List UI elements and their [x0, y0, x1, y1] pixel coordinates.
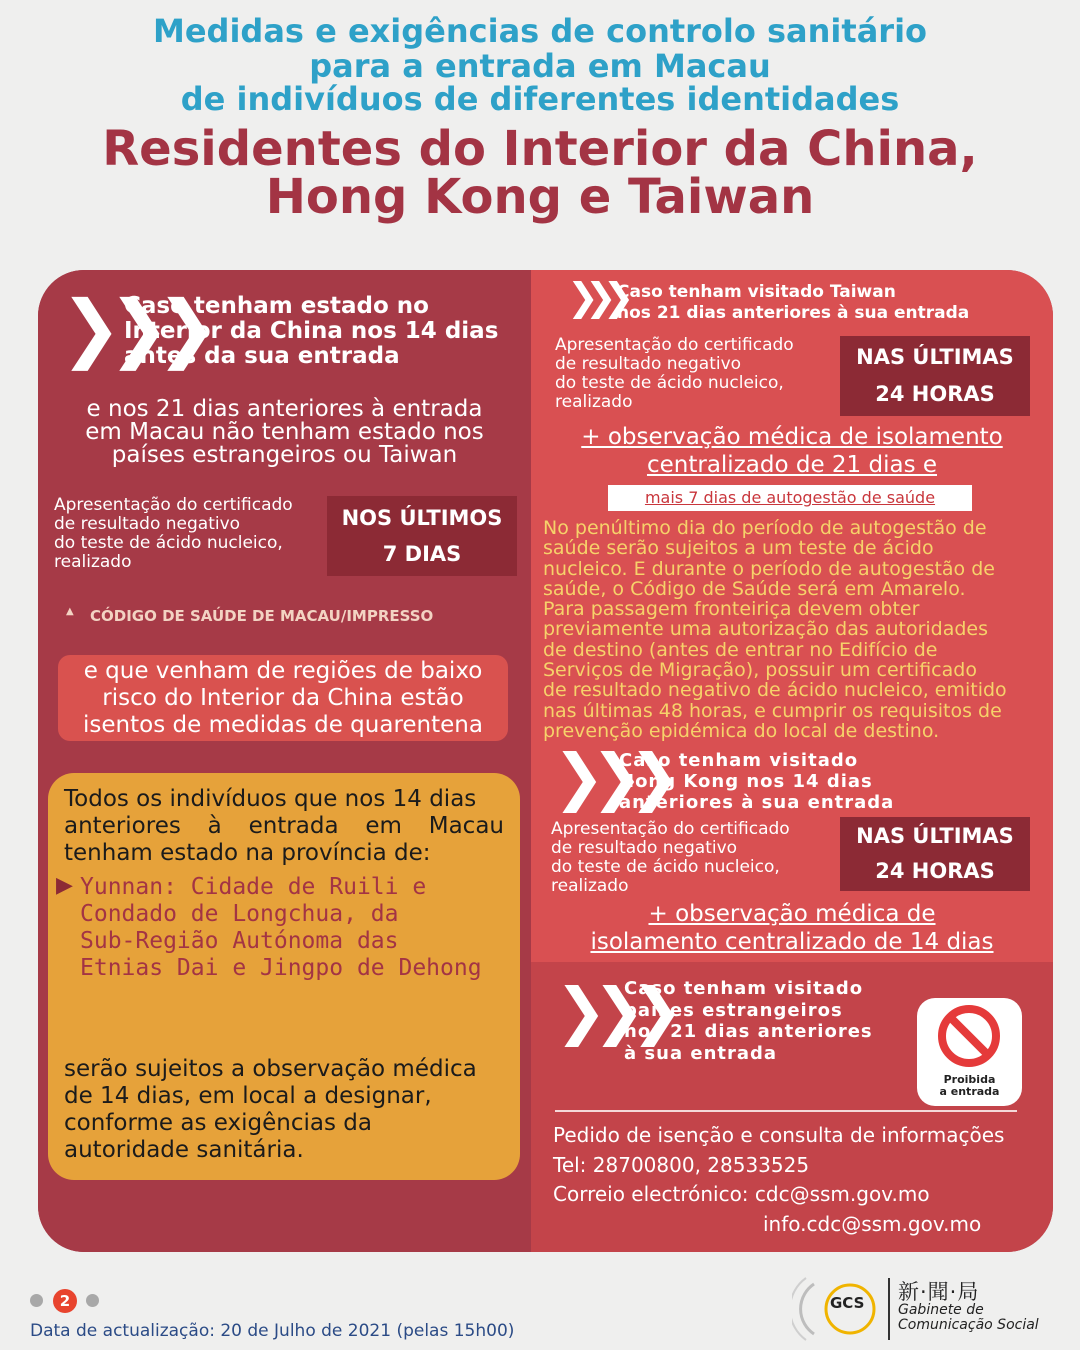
yunnan-box	[48, 773, 520, 1180]
foreign-panel	[531, 962, 1053, 1252]
subtitle-line-2: para a entrada em Macau	[309, 47, 771, 85]
subtitle-line-3: de indivíduos de diferentes identidades	[180, 80, 900, 118]
main-card	[38, 270, 1053, 1252]
mainland-panel	[38, 270, 531, 1252]
mainland-time-box: NOS ÚLTIMOS 7 DIAS	[327, 496, 517, 576]
yunnan-intro: Todos os indivíduos que nos 14 dias anteriores à entrada em Macau tenham estado na província de:	[64, 786, 504, 866]
taiwan-heading: Caso tenham visitado Taiwan nos 21 dias anteriores à sua entrada	[617, 282, 970, 323]
chevron-right-icon: ❯❯❯	[555, 974, 669, 1047]
page-title-line-2: Hong Kong e Taiwan	[265, 169, 815, 225]
gcs-chinese-name: 新·聞·局	[898, 1280, 980, 1304]
yunnan-region: Yunnan: Cidade de Ruili e Condado de Longchua, da Sub-Região Autónoma das Etnias Dai e Jingpo de Dehong	[80, 874, 482, 981]
taiwan-cert-text: Apresentação do certificado de resultado negativo do teste de ácido nucleico, realizado	[555, 335, 794, 412]
yunnan-observation: serão sujeitos a observação médica de 14 dias, em local a designar, conforme as exigências da autoridade sanitária.	[64, 1056, 477, 1163]
subtitle-line-1: Medidas e exigências de controlo sanitário	[152, 12, 928, 50]
self-management-badge: mais 7 dias de autogestão de saúde	[608, 485, 972, 511]
triangle-right-icon: ▶	[56, 873, 73, 898]
prohibited-label: Proibida a entrada	[939, 1073, 1000, 1098]
hongkong-observation: + observação médica de isolamento centralizado de 14 dias	[590, 901, 994, 955]
prohibited-icon	[935, 1002, 1003, 1070]
page-title-line-1: Residentes do Interior da China,	[102, 121, 978, 177]
chevron-right-icon: ❯❯❯	[567, 275, 621, 319]
page-dot	[30, 1294, 43, 1307]
taiwan-time-box: NAS ÚLTIMAS 24 HORAS	[840, 336, 1030, 416]
page-number-badge: 2	[53, 1289, 77, 1313]
hongkong-time-box: NAS ÚLTIMAS 24 HORAS	[840, 817, 1030, 891]
hongkong-heading: Caso tenham visitado Hong Kong nos 14 dias anteriores à sua entrada	[619, 750, 895, 813]
mainland-condition: e nos 21 dias anteriores à entrada em Macau não tenham estado nos países estrangeiros ou Taiwan	[85, 396, 484, 468]
page-dot	[86, 1294, 99, 1307]
exemption-box: e que venham de regiões de baixo risco do Interior da China estão isentos de medidas de quarentena	[58, 655, 508, 741]
contact-info: Pedido de isenção e consulta de informações Tel: 28700800, 28533525 Correio electrónico: cdc@ssm.gov.mo info.cdc@ssm.gov.mo	[553, 1123, 1005, 1236]
chevron-right-icon: ❯❯❯	[553, 740, 667, 813]
health-code-label: CÓDIGO DE SAÚDE DE MACAU/IMPRESSO	[90, 607, 434, 625]
gcs-name: Gabinete de Comunicação Social	[898, 1302, 1039, 1333]
gcs-logo-mark: GCS	[830, 1294, 865, 1312]
taiwan-notes: No penúltimo dia do período de autogestão de saúde serão sujeitos a um teste de ácido nucleico. E durante o período de autogestão de saúde, o Código de Saúde será em Amarelo. Para passagem fronteiriça devem obter previamente uma autorização das autoridades de destino (antes de entrar no Edifício de Serviços de Migração), possuir um certificado de resultado negativo de ácido nucleico, emitido nas últimas 48 horas, e cumprir os requisitos de prevenção epidémica do local de destino.	[543, 517, 1007, 742]
foreign-heading: Caso tenham visitado países estrangeiros nos 21 dias anteriores à sua entrada	[624, 978, 873, 1064]
mainland-heading: Caso tenham estado no Interior da China nos 14 dias antes da sua entrada	[124, 293, 499, 369]
triangle-up-icon: ▲	[66, 606, 74, 617]
prohibited-badge	[917, 998, 1022, 1106]
update-date: Data de actualização: 20 de Julho de 2021 (pelas 15h00)	[30, 1321, 515, 1341]
taiwan-hk-panel	[531, 270, 1053, 962]
logo-divider	[888, 1278, 890, 1340]
hongkong-cert-text: Apresentação do certificado de resultado negativo do teste de ácido nucleico, realizado	[551, 819, 790, 896]
taiwan-observation: + observação médica de isolamento centralizado de 21 dias e	[581, 424, 1003, 478]
chevron-right-icon: ❯❯❯	[60, 285, 205, 371]
mainland-cert-text: Apresentação do certificado de resultado negativo do teste de ácido nucleico, realizado	[54, 495, 293, 572]
divider	[555, 1110, 1017, 1112]
